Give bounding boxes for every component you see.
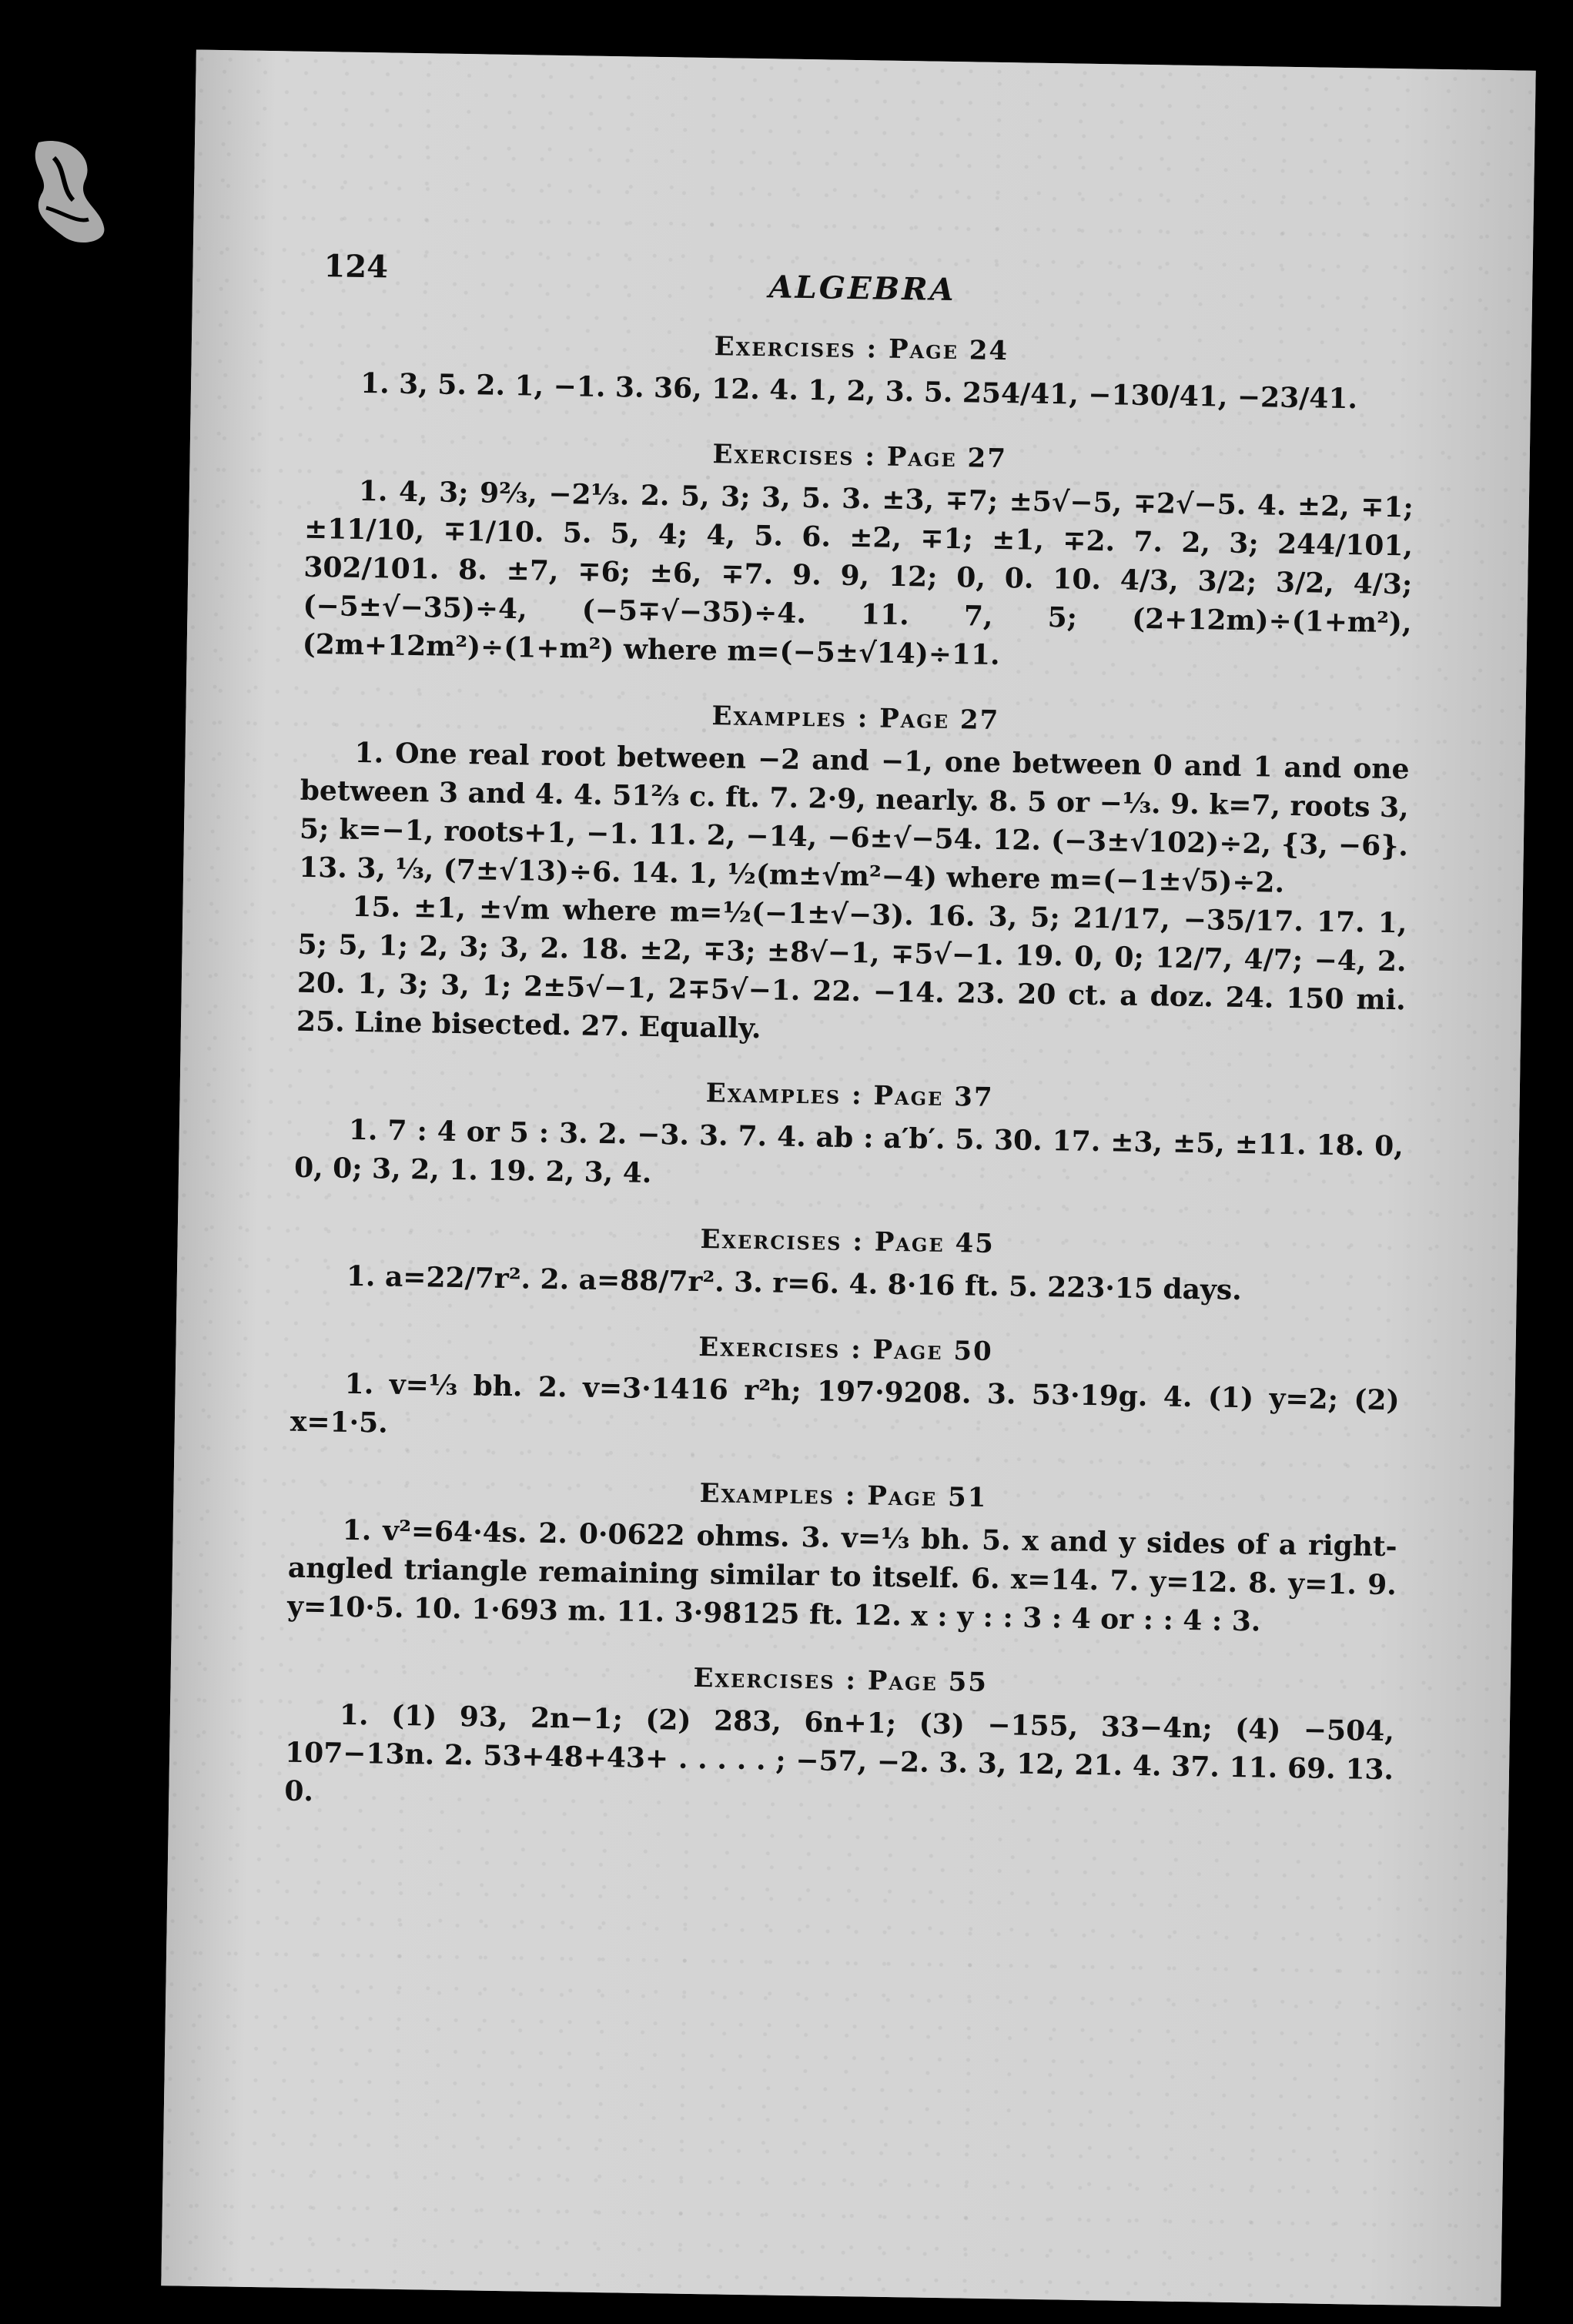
- page-header: [308, 248, 1417, 319]
- book-page: [161, 50, 1535, 2307]
- answer-paragraph: 1. (1) 93, 2n−1; (2) 283, 6n+1; (3) −155, 33−4n; (4) −504, 107−13n. 2. 53+48+43+ . . . . . ; −57, −2. 3. 3, 12, 21. 4. 37. 11. 69. 13. 0.: [284, 1698, 1395, 1808]
- section-title: Exercises : Page 50: [698, 1331, 993, 1367]
- answer-paragraph: 1. 3, 5. 2. 1, −1. 3. 36, 12. 4. 1, 2, 3. 5. 254/41, −130/41, −23/41.: [360, 366, 1358, 416]
- section-examples-page-51: [287, 1472, 1398, 1644]
- section-body: [296, 733, 1410, 1058]
- section-body: [284, 1695, 1394, 1828]
- library-stamp-mark: [23, 135, 115, 250]
- page-number: 124: [323, 248, 389, 286]
- section-body: [290, 1364, 1400, 1459]
- section-examples-page-27: [296, 694, 1411, 1058]
- answer-paragraph: 1. 7 : 4 or 5 : 3. 2. −3. 3. 7. 4. ab : a′b′. 5. 30. 17. ±3, ±5, ±11. 18. 0, 0, 0; 3, 2, 1. 19. 2, 3, 4.: [293, 1113, 1404, 1189]
- section-exercises-page-55: [284, 1657, 1395, 1828]
- answer-paragraph: 1. a=22/7r². 2. a=88/7r². 3. r=6. 4. 8·16 ft. 5. 223·15 days.: [346, 1259, 1243, 1307]
- section-title: Exercises : Page 24: [714, 331, 1009, 367]
- answer-paragraph: 1. One real root between −2 and −1, one between 0 and 1 and one between 3 and 4. 4. 51⅔ c. ft. 7. 2·9, nearly. 8. 5 or −⅓. 9. k=7, roots 3, 5; k=−1, roots+1, −1. 11. 2, −14, −6±√−54. 12. (−3±√102)÷2, {3, −6}. 13. 3, ⅓, (7±√13)÷6. 14. 1, ½(m±√m²−4) where m=(−1±√5)÷2.: [298, 736, 1410, 899]
- section-title: Examples : Page 51: [699, 1478, 988, 1513]
- section-exercises-page-45: [293, 1218, 1402, 1312]
- section-body: [287, 1510, 1397, 1644]
- section-exercises-page-27: [302, 433, 1414, 681]
- section-body: [306, 363, 1416, 420]
- answer-paragraph: 1. v=⅓ bh. 2. v=3·1416 r²h; 197·9208. 3. 53·19g. 4. (1) y=2; (2) x=1·5.: [289, 1367, 1400, 1440]
- section-title: Examples : Page 27: [711, 701, 1000, 737]
- section-body: [293, 1256, 1402, 1312]
- section-title: Exercises : Page 45: [700, 1223, 996, 1259]
- answer-paragraph: 1. 4, 3; 9⅔, −2⅓. 2. 5, 3; 3, 5. 3. ±3, ∓7; ±5√−5, ∓2√−5. 4. ±2, ∓1; ±11/10, ∓1/10. 5. 5, 4; 4, 5. 6. ±2, ∓1; ±1, ∓2. 7. 2, 3; 244/101, 302/101. 8. ±7, ∓6; ±6, ∓7. 9. 9, 12; 0, 0. 10. 4/3, 3/2; 3/2, 4/3; (−5±√−35)÷4, (−5∓√−35)÷4. 11. 7, 5; (2+12m)÷(1+m²), (2m+12m²)÷(1+m²) where m=(−5±√14)÷11.: [302, 474, 1414, 672]
- section-body: [294, 1110, 1404, 1205]
- section-examples-page-37: [294, 1072, 1404, 1205]
- answer-paragraph: 1. v²=64·4s. 2. 0·0622 ohms. 3. v=⅓ bh. 5. x and y sides of a right-angled triangle remaining similar to itself. 6. x=14. 7. y=12. 8. y=1. 9. y=10·5. 10. 1·693 m. 11. 3·98125 ft. 12. x : y : : 3 : 4 or : : 4 : 3.: [286, 1513, 1397, 1638]
- section-title: Exercises : Page 55: [693, 1662, 989, 1698]
- running-head: ALGEBRA: [768, 269, 956, 309]
- section-title: Exercises : Page 27: [712, 439, 1008, 475]
- section-exercises-page-50: [290, 1326, 1401, 1459]
- answer-paragraph: 15. ±1, ±√m where m=½(−1±√−3). 16. 3, 5; 21/17, −35/17. 17. 1, 5; 5, 1; 2, 3; 3, 2. 18. ±2, ∓3; ±8√−1, ∓5√−1. 19. 0, 0; 12/7, 4/7; −4, 2. 20. 1, 3; 3, 1; 2±5√−1, 2∓5√−1. 22. −14. 23. 20 ct. a doz. 24. 150 mi. 25. Line bisected. 27. Equally.: [296, 890, 1407, 1045]
- section-exercises-page-24: [306, 325, 1416, 420]
- section-title: Examples : Page 37: [705, 1078, 994, 1113]
- section-body: [302, 471, 1414, 681]
